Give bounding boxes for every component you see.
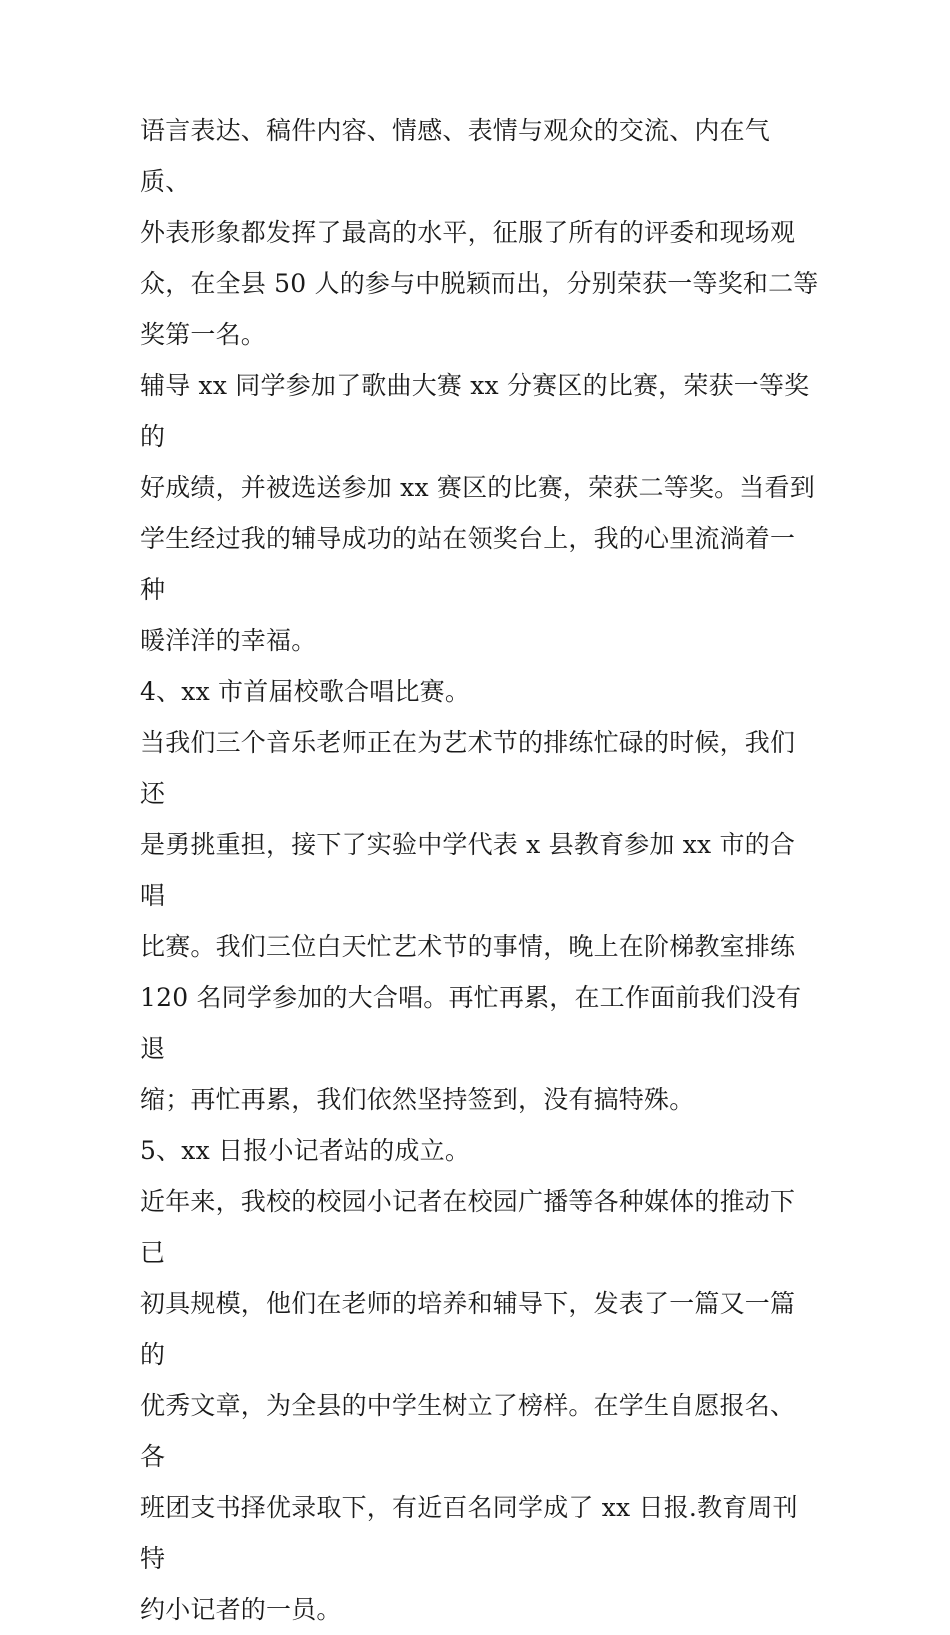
- document-body: [140, 105, 820, 1635]
- paragraph-song-contest: 辅导 xx 同学参加了歌曲大赛 xx 分赛区的比赛，荣获一等奖的 好成绩，并被选送参加 xx 赛区的比赛，荣获二等奖。当看到 学生经过我的辅导成功的站在领奖台上，我的心里流淌着一种 暖洋洋的幸福。: [140, 371, 815, 655]
- paragraph-reporter-station: 近年来，我校的校园小记者在校园广播等各种媒体的推动下已 初具规模，他们在老师的培养和辅导下，发表了一篇又一篇的 优秀文章，为全县的中学生树立了榜样。在学生自愿报名、各 班团支书择优录取下，有近百名同学成了 xx 日报.教育周刊特 约小记者的一员。: [140, 1187, 798, 1624]
- section-heading-choir-contest: 4、xx 市首届校歌合唱比赛。: [140, 677, 471, 706]
- section-heading-reporter-station: 5、xx 日报小记者站的成立。: [140, 1136, 471, 1165]
- paragraph-choir-contest: 当我们三个音乐老师正在为艺术节的排练忙碌的时候，我们还 是勇挑重担，接下了实验中学代表 x 县教育参加 xx 市的合唱 比赛。我们三位白天忙艺术节的事情，晚上在阶梯教室排练 120 名同学参加的大合唱。再忙再累，在工作面前我们没有退 缩；再忙再累，我们依然坚持签到，没有搞特殊。: [140, 728, 802, 1114]
- paragraph-speech-contest-result: 语言表达、稿件内容、情感、表情与观众的交流、内在气质、 外表形象都发挥了最高的水平，征服了所有的评委和现场观 众，在全县 50 人的参与中脱颖而出，分别荣获一等奖和二等 奖第一名。: [140, 116, 819, 349]
